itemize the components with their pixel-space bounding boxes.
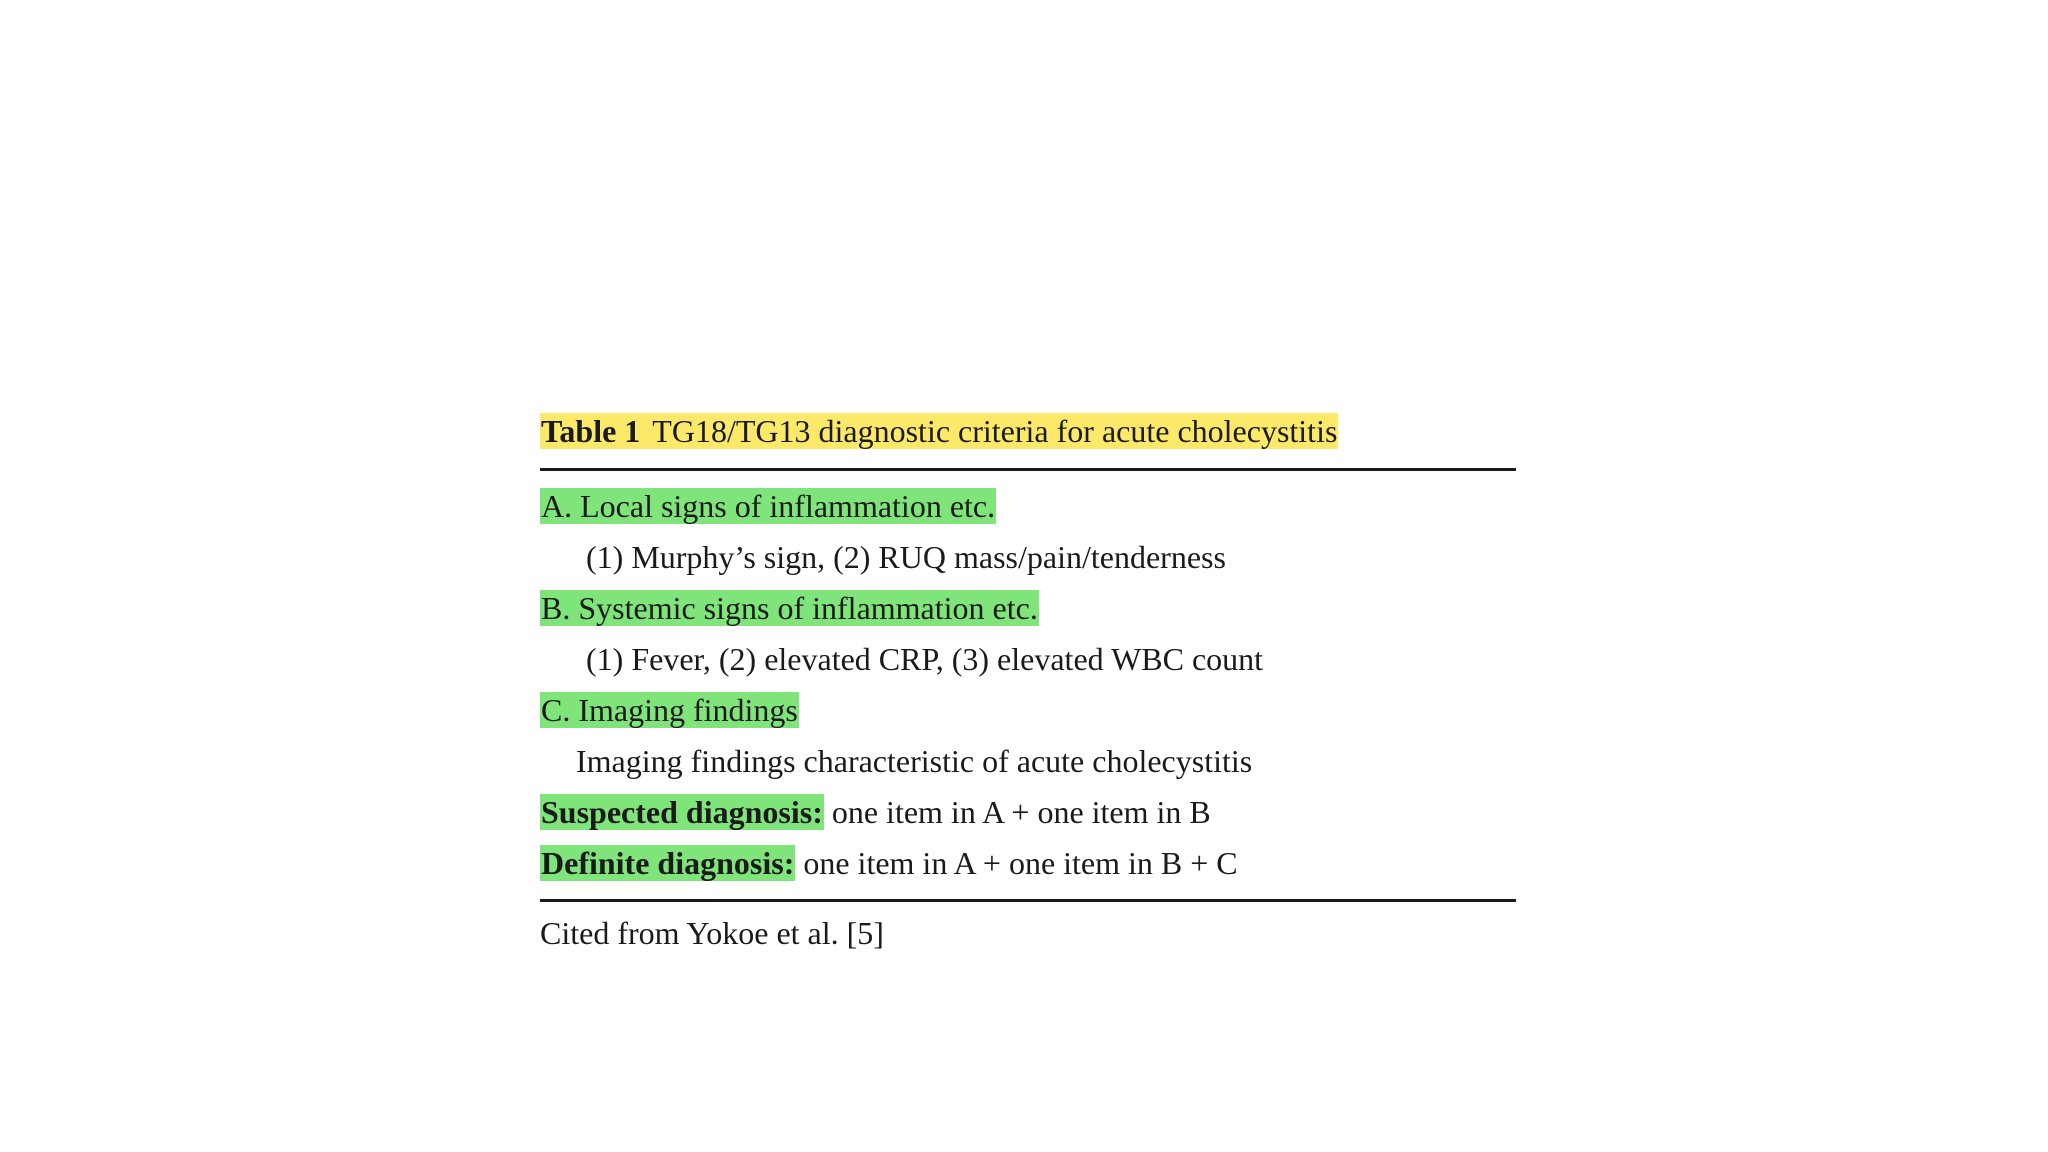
suspected-diagnosis-text: one item in A + one item in B (831, 794, 1211, 830)
row-section-b (540, 583, 1516, 634)
section-c-items: Imaging findings characteristic of acute cholecystitis (576, 743, 1253, 779)
criteria-table (540, 410, 1516, 954)
table-caption (540, 410, 1516, 452)
row-section-a-items (540, 532, 1516, 583)
table-footnote: Cited from Yokoe et al. [5] (540, 915, 884, 951)
definite-diagnosis-text: one item in A + one item in B + C (803, 845, 1238, 881)
row-section-c-items (540, 736, 1516, 787)
row-section-c (540, 685, 1516, 736)
row-definite-diagnosis (540, 838, 1516, 889)
section-a-items: (1) Murphy’s sign, (2) RUQ mass/pain/tenderness (586, 539, 1226, 575)
definite-diagnosis-label: Definite diagnosis: (541, 845, 795, 881)
table-label: Table 1 (541, 413, 641, 449)
bottom-rule (540, 899, 1516, 902)
table-body (540, 471, 1516, 899)
suspected-diagnosis-label: Suspected diagnosis: (541, 794, 823, 830)
section-a-heading: A. Local signs of inflammation etc. (541, 488, 996, 524)
row-section-a (540, 481, 1516, 532)
section-b-items: (1) Fever, (2) elevated CRP, (3) elevated WBC count (586, 641, 1264, 677)
row-suspected-diagnosis (540, 787, 1516, 838)
table-title: TG18/TG13 diagnostic criteria for acute cholecystitis (652, 413, 1338, 449)
row-section-b-items (540, 634, 1516, 685)
caption-highlight (540, 413, 1338, 449)
section-c-heading: C. Imaging findings (541, 692, 798, 728)
section-b-heading: B. Systemic signs of inflammation etc. (541, 590, 1038, 626)
